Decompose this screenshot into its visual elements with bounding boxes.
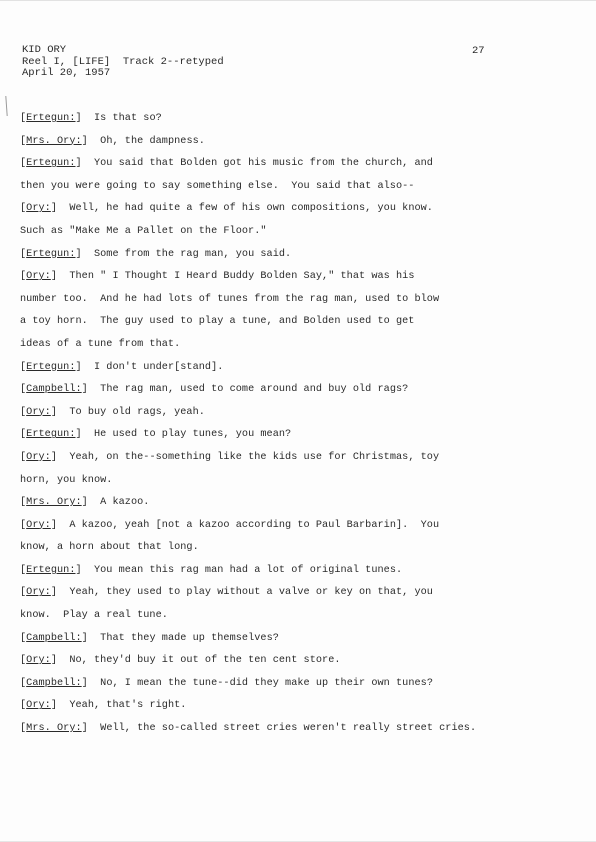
speaker-label: Ertegun: [26, 248, 76, 260]
transcript-line [20, 311, 570, 334]
speaker-label: Ory: [26, 406, 51, 418]
transcript-line: [Ertegun:] I don't under[stand]. [20, 361, 224, 373]
speaker-label: Ertegun: [26, 429, 76, 441]
header-reel-track: Reel I, [LIFE] Track 2--retyped [22, 55, 224, 68]
line-text: No, I mean the tune--did they make up their own tunes? [100, 677, 433, 689]
line-text: Well, the so-called street cries weren't really street cries. [100, 723, 477, 735]
line-text: Is that so? [93, 113, 162, 124]
speaker-label: Ory: [26, 700, 51, 712]
speaker-label: Campbell: [26, 677, 82, 689]
speaker-label: Ertegun: [26, 564, 76, 576]
transcript-line: [Ertegun:] Some from the rag man, you said. [20, 248, 292, 260]
line-text: horn, you know. [20, 474, 113, 486]
transcript-line: [Ory:] Then " I Thought I Heard Buddy Bolden Say," that was his [20, 271, 415, 283]
transcript-line: [Mrs. Ory:] A kazoo. [20, 497, 150, 509]
transcript-line [20, 176, 570, 199]
speaker-label: Ertegun: [26, 361, 76, 373]
transcript-line [20, 605, 570, 628]
transcript-line [20, 470, 570, 493]
line-text: Well, he had quite a few of his own compositions, you know. [69, 203, 433, 215]
transcript-body [20, 108, 570, 741]
speaker-label: Ory: [26, 271, 51, 283]
line-text: Then " I Thought I Heard Buddy Bolden Say," that was his [69, 271, 415, 283]
line-text: number too. And he had lots of tunes from the rag man, used to blow [20, 293, 440, 305]
transcript-line: [Ory:] To buy old rags, yeah. [20, 406, 205, 418]
line-text: ideas of a tune from that. [20, 338, 181, 350]
transcript-line [20, 537, 570, 560]
transcript-line: [Mrs. Ory:] Well, the so-called street cries weren't really street cries. [20, 723, 477, 735]
transcript-line: [Ory:] Yeah, that's right. [20, 700, 187, 712]
line-text: Some from the rag man, you said. [93, 248, 292, 260]
transcript-line: [Ory:] Well, he had quite a few of his own compositions, you know. [20, 203, 433, 215]
line-text: know. Play a real tune. [20, 610, 168, 622]
line-text: Such as "Make Me a Pallet on the Floor." [20, 225, 267, 237]
transcript-line: [Ory:] Yeah, they used to play without a valve or key on that, you [20, 587, 433, 599]
speaker-label: Ertegun: [26, 158, 76, 170]
transcript-line: [Ory:] A kazoo, yeah [not a kazoo according to Paul Barbarin]. You [20, 519, 440, 531]
line-text: Yeah, that's right. [69, 700, 187, 712]
line-text: No, they'd buy it out of the ten cent store. [69, 655, 341, 667]
transcript-line: [Ertegun:] You said that Bolden got his music from the church, and [20, 158, 433, 170]
speaker-label: Mrs. Ory: [26, 723, 82, 735]
line-text: That they made up themselves? [100, 632, 279, 644]
page-header [22, 45, 224, 80]
speaker-label: Mrs. Ory: [26, 497, 82, 509]
line-text: know, a horn about that long. [20, 542, 199, 554]
speaker-label: Campbell: [26, 632, 82, 644]
transcript-line: [Ory:] Yeah, on the--something like the kids use for Christmas, toy [20, 451, 440, 463]
line-text: Oh, the dampness. [100, 135, 205, 147]
line-text: a toy horn. The guy used to play a tune, and Bolden used to get [20, 316, 415, 328]
speaker-label: Ory: [26, 203, 51, 215]
line-text: then you were going to say something else. You said that also-- [20, 180, 415, 192]
transcript-line [20, 334, 570, 357]
speaker-label: Ory: [26, 451, 51, 463]
line-text: You said that Bolden got his music from the church, and [93, 158, 433, 170]
line-text: Yeah, on the--something like the kids use for Christmas, toy [69, 451, 440, 463]
speaker-label: Ory: [26, 655, 51, 667]
transcript-line: [Ertegun:] You mean this rag man had a lot of original tunes. [20, 564, 403, 576]
transcript-line: [Ertegun:] He used to play tunes, you mean? [20, 429, 292, 441]
speaker-label: Ory: [26, 519, 51, 531]
transcript-line: [Mrs. Ory:] Oh, the dampness. [20, 135, 205, 147]
header-date: April 20, 1957 [22, 67, 111, 79]
transcript-line: [Campbell:] The rag man, used to come around and buy old rags? [20, 384, 409, 396]
line-text: I don't under[stand]. [93, 361, 224, 373]
line-text: Yeah, they used to play without a valve or key on that, you [69, 587, 433, 599]
margin-pencil-mark [5, 96, 7, 116]
line-text: A kazoo, yeah [not a kazoo according to Paul Barbarin]. You [69, 519, 440, 531]
line-text: To buy old rags, yeah. [69, 406, 205, 418]
transcript-line: [Campbell:] That they made up themselves? [20, 632, 279, 644]
transcript-line [20, 289, 570, 312]
line-text: The rag man, used to come around and buy old rags? [100, 384, 409, 396]
speaker-label: Campbell: [26, 384, 82, 396]
speaker-label: Ory: [26, 587, 51, 599]
transcript-line: [Ory:] No, they'd buy it out of the ten cent store. [20, 655, 341, 667]
line-text: You mean this rag man had a lot of original tunes. [93, 564, 403, 576]
line-text: He used to play tunes, you mean? [93, 429, 292, 441]
page-number: 27 [472, 45, 485, 57]
header-subject: KID ORY [22, 44, 67, 56]
line-text: A kazoo. [100, 497, 150, 509]
transcript-line: [Campbell:] No, I mean the tune--did they make up their own tunes? [20, 677, 433, 689]
transcript-line [20, 221, 570, 244]
transcript-line: [Ertegun:] Is that so? [20, 113, 162, 124]
speaker-label: Mrs. Ory: [26, 135, 82, 147]
speaker-label: Ertegun: [26, 113, 76, 124]
